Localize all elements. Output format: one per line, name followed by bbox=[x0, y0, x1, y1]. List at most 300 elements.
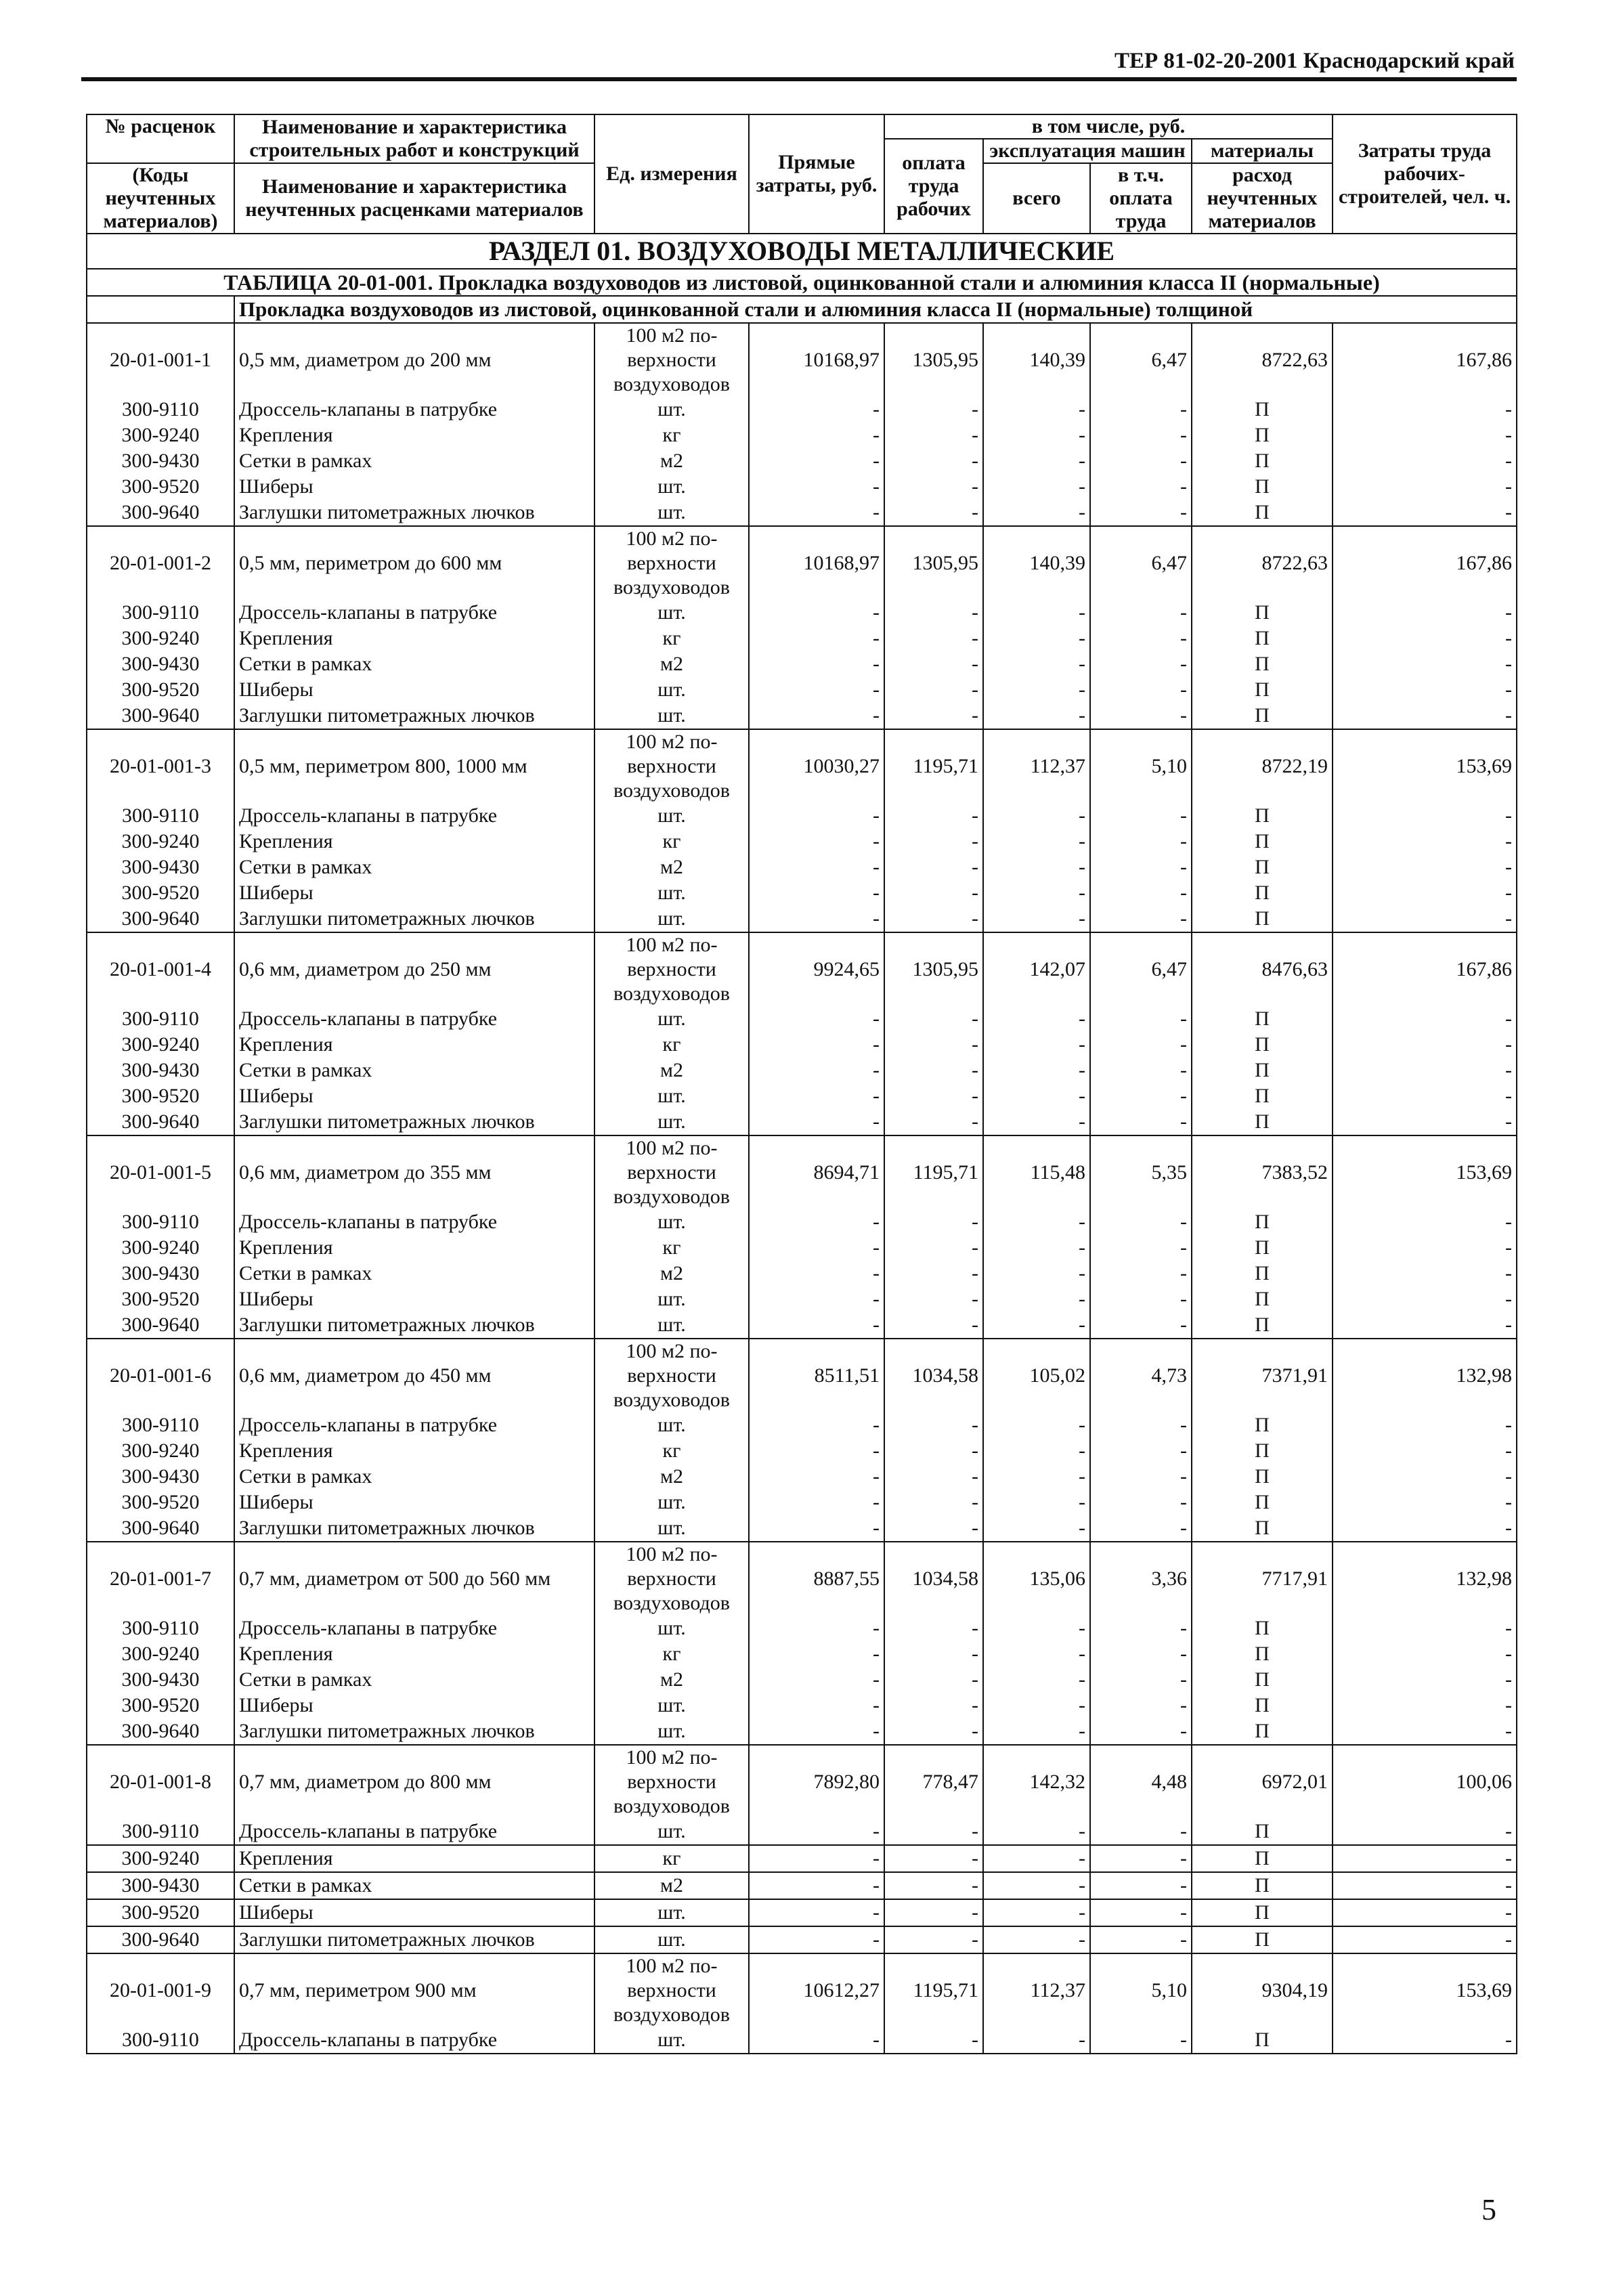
material-code: 300-9640 bbox=[87, 906, 234, 932]
unit-line: верхности bbox=[627, 552, 716, 574]
unit-line: воздуховодов bbox=[613, 779, 730, 802]
dash-cell: - bbox=[983, 600, 1090, 626]
dash-cell: - bbox=[1090, 626, 1192, 651]
dash-cell: - bbox=[1333, 1286, 1517, 1312]
material-name: Дроссель-клапаны в патрубке bbox=[234, 397, 594, 423]
dash-cell: - bbox=[1333, 1058, 1517, 1083]
rate-materials: 8722,19 bbox=[1192, 729, 1333, 803]
dash-cell: - bbox=[749, 474, 884, 500]
dash-cell: - bbox=[1090, 474, 1192, 500]
material-unit: шт. bbox=[594, 474, 749, 500]
dash-cell: - bbox=[1090, 1515, 1192, 1542]
rate-direct: 10612,27 bbox=[749, 1953, 884, 2027]
material-name: Сетки в рамках bbox=[234, 1667, 594, 1693]
dash-cell: - bbox=[884, 1209, 983, 1235]
dash-cell: - bbox=[749, 423, 884, 448]
material-unit: м2 bbox=[594, 1058, 749, 1083]
material-name: Шиберы bbox=[234, 1693, 594, 1718]
rate-direct: 8511,51 bbox=[749, 1339, 884, 1412]
material-mark: П bbox=[1192, 803, 1333, 829]
dash-cell: - bbox=[749, 1032, 884, 1058]
col-header-name-bottom: Наименование и характеристика неучтенных расценками материалов bbox=[234, 163, 594, 234]
dash-cell: - bbox=[1333, 854, 1517, 880]
dash-cell: - bbox=[884, 626, 983, 651]
dash-cell: - bbox=[749, 1718, 884, 1745]
rate-labor-cost: 153,69 bbox=[1333, 1953, 1517, 2027]
dash-cell: - bbox=[983, 651, 1090, 677]
list-item bbox=[87, 1872, 1517, 1899]
dash-cell: - bbox=[983, 1845, 1090, 1872]
dash-cell: - bbox=[884, 880, 983, 906]
material-name: Крепления bbox=[234, 1845, 594, 1872]
dash-cell: - bbox=[749, 448, 884, 474]
dash-cell: - bbox=[983, 1515, 1090, 1542]
rate-name: 0,6 мм, диаметром до 450 мм bbox=[234, 1339, 594, 1412]
material-code: 300-9430 bbox=[87, 1667, 234, 1693]
rate-labor-cost: 100,06 bbox=[1333, 1745, 1517, 1819]
material-code: 300-9520 bbox=[87, 677, 234, 703]
material-name: Заглушки питометражных лючков bbox=[234, 500, 594, 526]
dash-cell: - bbox=[1090, 677, 1192, 703]
material-mark: П bbox=[1192, 1819, 1333, 1845]
material-unit: шт. bbox=[594, 600, 749, 626]
header-row-1 bbox=[87, 114, 1517, 139]
rate-machines-labor: 6,47 bbox=[1090, 526, 1192, 600]
material-name: Крепления bbox=[234, 1438, 594, 1464]
list-item bbox=[87, 854, 1517, 880]
rate-machines: 105,02 bbox=[983, 1339, 1090, 1412]
col-header-materials-sub: расход неучтенных материалов bbox=[1192, 163, 1333, 234]
list-item bbox=[87, 906, 1517, 932]
list-item bbox=[87, 1006, 1517, 1032]
dash-cell: - bbox=[983, 1006, 1090, 1032]
list-item bbox=[87, 1261, 1517, 1286]
list-item bbox=[87, 651, 1517, 677]
dash-cell: - bbox=[884, 677, 983, 703]
rate-machines: 112,37 bbox=[983, 729, 1090, 803]
material-code: 300-9430 bbox=[87, 854, 234, 880]
rate-code: 20-01-001-9 bbox=[87, 1953, 234, 2027]
rate-machines-labor: 5,10 bbox=[1090, 729, 1192, 803]
material-mark: П bbox=[1192, 1718, 1333, 1745]
material-code: 300-9110 bbox=[87, 397, 234, 423]
dash-cell: - bbox=[749, 803, 884, 829]
dash-cell: - bbox=[1333, 500, 1517, 526]
material-unit: шт. bbox=[594, 703, 749, 729]
col-header-name-top: Наименование и характеристика строительных работ и конструкций bbox=[234, 114, 594, 163]
rate-labor: 778,47 bbox=[884, 1745, 983, 1819]
table-subtitle: Прокладка воздуховодов из листовой, оцинкованной стали и алюминия класса II (нормальные) толщиной bbox=[234, 296, 1517, 323]
dash-cell: - bbox=[884, 1616, 983, 1641]
material-unit: м2 bbox=[594, 1872, 749, 1899]
dash-cell: - bbox=[1333, 423, 1517, 448]
material-name: Крепления bbox=[234, 423, 594, 448]
unit-line: 100 м2 по- bbox=[626, 1543, 718, 1565]
dash-cell: - bbox=[1333, 1616, 1517, 1641]
dash-cell: - bbox=[1333, 397, 1517, 423]
dash-cell: - bbox=[884, 1109, 983, 1135]
unit-line: 100 м2 по- bbox=[626, 934, 718, 956]
rate-unit bbox=[594, 932, 749, 1006]
dash-cell: - bbox=[884, 703, 983, 729]
dash-cell: - bbox=[749, 1515, 884, 1542]
table-row bbox=[87, 1135, 1517, 1209]
material-unit: шт. bbox=[594, 677, 749, 703]
dash-cell: - bbox=[884, 1412, 983, 1438]
rate-labor: 1305,95 bbox=[884, 526, 983, 600]
material-mark: П bbox=[1192, 1412, 1333, 1438]
list-item bbox=[87, 1667, 1517, 1693]
material-name: Шиберы bbox=[234, 474, 594, 500]
material-mark: П bbox=[1192, 1845, 1333, 1872]
dash-cell: - bbox=[749, 880, 884, 906]
rate-direct: 10168,97 bbox=[749, 323, 884, 397]
dash-cell: - bbox=[983, 1490, 1090, 1515]
material-code: 300-9110 bbox=[87, 1616, 234, 1641]
material-code: 300-9430 bbox=[87, 1058, 234, 1083]
material-name: Крепления bbox=[234, 1032, 594, 1058]
dash-cell: - bbox=[884, 600, 983, 626]
unit-line: 100 м2 по- bbox=[626, 1340, 718, 1362]
material-code: 300-9640 bbox=[87, 1926, 234, 1953]
material-unit: шт. bbox=[594, 1819, 749, 1845]
dash-cell: - bbox=[1090, 397, 1192, 423]
dash-cell: - bbox=[749, 1286, 884, 1312]
dash-cell: - bbox=[1090, 1616, 1192, 1641]
rate-labor: 1034,58 bbox=[884, 1339, 983, 1412]
material-code: 300-9110 bbox=[87, 1819, 234, 1845]
rate-materials: 7717,91 bbox=[1192, 1542, 1333, 1616]
unit-line: воздуховодов bbox=[613, 576, 730, 599]
material-unit: кг bbox=[594, 1235, 749, 1261]
material-unit: шт. bbox=[594, 1312, 749, 1339]
dash-cell: - bbox=[1333, 1872, 1517, 1899]
material-mark: П bbox=[1192, 1032, 1333, 1058]
dash-cell: - bbox=[884, 1286, 983, 1312]
dash-cell: - bbox=[1333, 703, 1517, 729]
rate-code: 20-01-001-1 bbox=[87, 323, 234, 397]
dash-cell: - bbox=[983, 1209, 1090, 1235]
list-item bbox=[87, 626, 1517, 651]
dash-cell: - bbox=[1090, 1083, 1192, 1109]
rates-table-body bbox=[87, 114, 1517, 2054]
material-unit: м2 bbox=[594, 651, 749, 677]
dash-cell: - bbox=[884, 2027, 983, 2054]
dash-cell: - bbox=[1090, 703, 1192, 729]
col-header-machines-labor: в т.ч. оплата труда bbox=[1090, 163, 1192, 234]
material-name: Дроссель-клапаны в патрубке bbox=[234, 1819, 594, 1845]
list-item bbox=[87, 1490, 1517, 1515]
material-name: Дроссель-клапаны в патрубке bbox=[234, 1412, 594, 1438]
rate-materials: 8476,63 bbox=[1192, 932, 1333, 1006]
material-mark: П bbox=[1192, 880, 1333, 906]
material-name: Заглушки питометражных лючков bbox=[234, 1718, 594, 1745]
list-item bbox=[87, 1718, 1517, 1745]
dash-cell: - bbox=[884, 1312, 983, 1339]
dash-cell: - bbox=[749, 1872, 884, 1899]
dash-cell: - bbox=[983, 1261, 1090, 1286]
material-code: 300-9240 bbox=[87, 1641, 234, 1667]
material-unit: шт. bbox=[594, 1109, 749, 1135]
material-unit: шт. bbox=[594, 1286, 749, 1312]
dash-cell: - bbox=[1090, 854, 1192, 880]
material-unit: шт. bbox=[594, 880, 749, 906]
material-unit: кг bbox=[594, 1032, 749, 1058]
dash-cell: - bbox=[1090, 1845, 1192, 1872]
material-code: 300-9430 bbox=[87, 651, 234, 677]
rate-labor-cost: 167,86 bbox=[1333, 932, 1517, 1006]
material-unit: шт. bbox=[594, 1616, 749, 1641]
dash-cell: - bbox=[1090, 1819, 1192, 1845]
dash-cell: - bbox=[884, 1490, 983, 1515]
unit-line: воздуховодов bbox=[613, 1389, 730, 1411]
dash-cell: - bbox=[983, 1718, 1090, 1745]
rate-code: 20-01-001-4 bbox=[87, 932, 234, 1006]
rate-direct: 8887,55 bbox=[749, 1542, 884, 1616]
material-code: 300-9240 bbox=[87, 1235, 234, 1261]
material-unit: м2 bbox=[594, 1261, 749, 1286]
rate-unit bbox=[594, 526, 749, 600]
dash-cell: - bbox=[983, 1032, 1090, 1058]
dash-cell: - bbox=[749, 1412, 884, 1438]
dash-cell: - bbox=[884, 1438, 983, 1464]
dash-cell: - bbox=[983, 1667, 1090, 1693]
dash-cell: - bbox=[983, 448, 1090, 474]
dash-cell: - bbox=[983, 1286, 1090, 1312]
rate-name: 0,7 мм, диаметром от 500 до 560 мм bbox=[234, 1542, 594, 1616]
subtitle-spacer bbox=[87, 296, 234, 323]
material-mark: П bbox=[1192, 626, 1333, 651]
rate-unit bbox=[594, 1953, 749, 2027]
list-item bbox=[87, 397, 1517, 423]
material-code: 300-9520 bbox=[87, 1490, 234, 1515]
rate-machines: 140,39 bbox=[983, 323, 1090, 397]
dash-cell: - bbox=[1333, 1032, 1517, 1058]
col-header-direct: Прямые затраты, руб. bbox=[749, 114, 884, 234]
rate-labor: 1305,95 bbox=[884, 932, 983, 1006]
dash-cell: - bbox=[1090, 1006, 1192, 1032]
material-code: 300-9240 bbox=[87, 423, 234, 448]
col-header-code-top: № расценок bbox=[87, 114, 234, 163]
dash-cell: - bbox=[749, 1058, 884, 1083]
dash-cell: - bbox=[884, 1515, 983, 1542]
dash-cell: - bbox=[983, 880, 1090, 906]
dash-cell: - bbox=[749, 1845, 884, 1872]
material-code: 300-9240 bbox=[87, 1032, 234, 1058]
dash-cell: - bbox=[1090, 1641, 1192, 1667]
dash-cell: - bbox=[1090, 1490, 1192, 1515]
dash-cell: - bbox=[884, 1667, 983, 1693]
table-row bbox=[87, 323, 1517, 397]
material-code: 300-9110 bbox=[87, 803, 234, 829]
list-item bbox=[87, 474, 1517, 500]
dash-cell: - bbox=[884, 1235, 983, 1261]
material-name: Заглушки питометражных лючков bbox=[234, 1109, 594, 1135]
material-code: 300-9640 bbox=[87, 1109, 234, 1135]
material-unit: шт. bbox=[594, 500, 749, 526]
list-item bbox=[87, 1616, 1517, 1641]
material-mark: П bbox=[1192, 600, 1333, 626]
rate-labor-cost: 167,86 bbox=[1333, 323, 1517, 397]
material-mark: П bbox=[1192, 500, 1333, 526]
material-unit: м2 bbox=[594, 1667, 749, 1693]
material-code: 300-9110 bbox=[87, 600, 234, 626]
material-code: 300-9520 bbox=[87, 474, 234, 500]
material-mark: П bbox=[1192, 423, 1333, 448]
material-name: Шиберы bbox=[234, 677, 594, 703]
unit-line: верхности bbox=[627, 349, 716, 371]
list-item bbox=[87, 1845, 1517, 1872]
dash-cell: - bbox=[884, 1693, 983, 1718]
list-item bbox=[87, 803, 1517, 829]
rate-name: 0,5 мм, периметром 800, 1000 мм bbox=[234, 729, 594, 803]
unit-line: воздуховодов bbox=[613, 1186, 730, 1208]
material-mark: П bbox=[1192, 1109, 1333, 1135]
material-code: 300-9640 bbox=[87, 703, 234, 729]
dash-cell: - bbox=[749, 1235, 884, 1261]
unit-line: воздуховодов bbox=[613, 1592, 730, 1614]
dash-cell: - bbox=[884, 423, 983, 448]
material-mark: П bbox=[1192, 448, 1333, 474]
list-item bbox=[87, 1819, 1517, 1845]
material-mark: П bbox=[1192, 1926, 1333, 1953]
dash-cell: - bbox=[1333, 651, 1517, 677]
material-code: 300-9640 bbox=[87, 500, 234, 526]
material-code: 300-9430 bbox=[87, 1872, 234, 1899]
dash-cell: - bbox=[884, 474, 983, 500]
material-mark: П bbox=[1192, 1667, 1333, 1693]
unit-line: верхности bbox=[627, 1979, 716, 2001]
dash-cell: - bbox=[884, 1641, 983, 1667]
dash-cell: - bbox=[983, 1926, 1090, 1953]
list-item bbox=[87, 1312, 1517, 1339]
dash-cell: - bbox=[1090, 1899, 1192, 1926]
dash-cell: - bbox=[1333, 1312, 1517, 1339]
col-header-machines-total: всего bbox=[983, 163, 1090, 234]
dash-cell: - bbox=[1333, 1209, 1517, 1235]
dash-cell: - bbox=[983, 703, 1090, 729]
dash-cell: - bbox=[749, 600, 884, 626]
unit-line: верхности bbox=[627, 1771, 716, 1793]
rate-machines: 115,48 bbox=[983, 1135, 1090, 1209]
material-code: 300-9520 bbox=[87, 880, 234, 906]
dash-cell: - bbox=[1090, 1286, 1192, 1312]
rate-labor-cost: 132,98 bbox=[1333, 1339, 1517, 1412]
rate-code: 20-01-001-6 bbox=[87, 1339, 234, 1412]
rate-materials: 9304,19 bbox=[1192, 1953, 1333, 2027]
dash-cell: - bbox=[1333, 1412, 1517, 1438]
dash-cell: - bbox=[1333, 1235, 1517, 1261]
dash-cell: - bbox=[884, 1899, 983, 1926]
material-name: Дроссель-клапаны в патрубке bbox=[234, 2027, 594, 2054]
dash-cell: - bbox=[1333, 829, 1517, 854]
dash-cell: - bbox=[983, 2027, 1090, 2054]
material-name: Дроссель-клапаны в патрубке bbox=[234, 1616, 594, 1641]
dash-cell: - bbox=[884, 448, 983, 474]
material-unit: шт. bbox=[594, 1209, 749, 1235]
dash-cell: - bbox=[1333, 1261, 1517, 1286]
material-unit: шт. bbox=[594, 1926, 749, 1953]
material-code: 300-9240 bbox=[87, 1845, 234, 1872]
material-name: Дроссель-клапаны в патрубке bbox=[234, 1006, 594, 1032]
material-unit: кг bbox=[594, 1845, 749, 1872]
material-mark: П bbox=[1192, 1209, 1333, 1235]
material-code: 300-9240 bbox=[87, 1438, 234, 1464]
material-mark: П bbox=[1192, 854, 1333, 880]
material-name: Крепления bbox=[234, 626, 594, 651]
dash-cell: - bbox=[1333, 474, 1517, 500]
list-item bbox=[87, 1515, 1517, 1542]
dash-cell: - bbox=[884, 1083, 983, 1109]
dash-cell: - bbox=[1333, 1515, 1517, 1542]
material-unit: шт. bbox=[594, 1515, 749, 1542]
material-code: 300-9110 bbox=[87, 1006, 234, 1032]
dash-cell: - bbox=[1333, 803, 1517, 829]
dash-cell: - bbox=[749, 1312, 884, 1339]
material-mark: П bbox=[1192, 1490, 1333, 1515]
dash-cell: - bbox=[1090, 1693, 1192, 1718]
dash-cell: - bbox=[983, 1083, 1090, 1109]
dash-cell: - bbox=[749, 906, 884, 932]
dash-cell: - bbox=[1090, 1058, 1192, 1083]
list-item bbox=[87, 600, 1517, 626]
rates-table bbox=[86, 114, 1517, 2054]
rate-unit bbox=[594, 1542, 749, 1616]
rate-labor-cost: 153,69 bbox=[1333, 729, 1517, 803]
col-header-code-bottom: (Коды неучтенных материалов) bbox=[87, 163, 234, 234]
dash-cell: - bbox=[749, 703, 884, 729]
rate-materials: 6972,01 bbox=[1192, 1745, 1333, 1819]
material-code: 300-9520 bbox=[87, 1693, 234, 1718]
material-name: Заглушки питометражных лючков bbox=[234, 703, 594, 729]
dash-cell: - bbox=[1333, 677, 1517, 703]
material-name: Шиберы bbox=[234, 1286, 594, 1312]
dash-cell: - bbox=[983, 474, 1090, 500]
dash-cell: - bbox=[884, 829, 983, 854]
rate-machines: 142,32 bbox=[983, 1745, 1090, 1819]
table-subtitle-row bbox=[87, 296, 1517, 323]
dash-cell: - bbox=[1333, 1819, 1517, 1845]
dash-cell: - bbox=[983, 1616, 1090, 1641]
header-rule bbox=[81, 77, 1517, 81]
material-name: Заглушки питометражных лючков bbox=[234, 1515, 594, 1542]
rate-machines-labor: 4,73 bbox=[1090, 1339, 1192, 1412]
material-code: 300-9240 bbox=[87, 626, 234, 651]
col-header-materials: материалы bbox=[1192, 139, 1333, 163]
material-code: 300-9240 bbox=[87, 829, 234, 854]
col-header-labor-pay: оплата труда рабочих bbox=[884, 139, 983, 234]
material-name: Сетки в рамках bbox=[234, 854, 594, 880]
dash-cell: - bbox=[749, 1261, 884, 1286]
material-name: Крепления bbox=[234, 829, 594, 854]
list-item bbox=[87, 703, 1517, 729]
dash-cell: - bbox=[884, 1058, 983, 1083]
material-unit: кг bbox=[594, 1438, 749, 1464]
material-mark: П bbox=[1192, 1286, 1333, 1312]
dash-cell: - bbox=[884, 651, 983, 677]
rate-labor-cost: 153,69 bbox=[1333, 1135, 1517, 1209]
dash-cell: - bbox=[884, 500, 983, 526]
material-unit: шт. bbox=[594, 1083, 749, 1109]
material-unit: кг bbox=[594, 1641, 749, 1667]
material-unit: шт. bbox=[594, 906, 749, 932]
table-row bbox=[87, 1542, 1517, 1616]
list-item bbox=[87, 2027, 1517, 2054]
dash-cell: - bbox=[983, 1899, 1090, 1926]
dash-cell: - bbox=[983, 1693, 1090, 1718]
material-mark: П bbox=[1192, 703, 1333, 729]
dash-cell: - bbox=[1090, 1667, 1192, 1693]
